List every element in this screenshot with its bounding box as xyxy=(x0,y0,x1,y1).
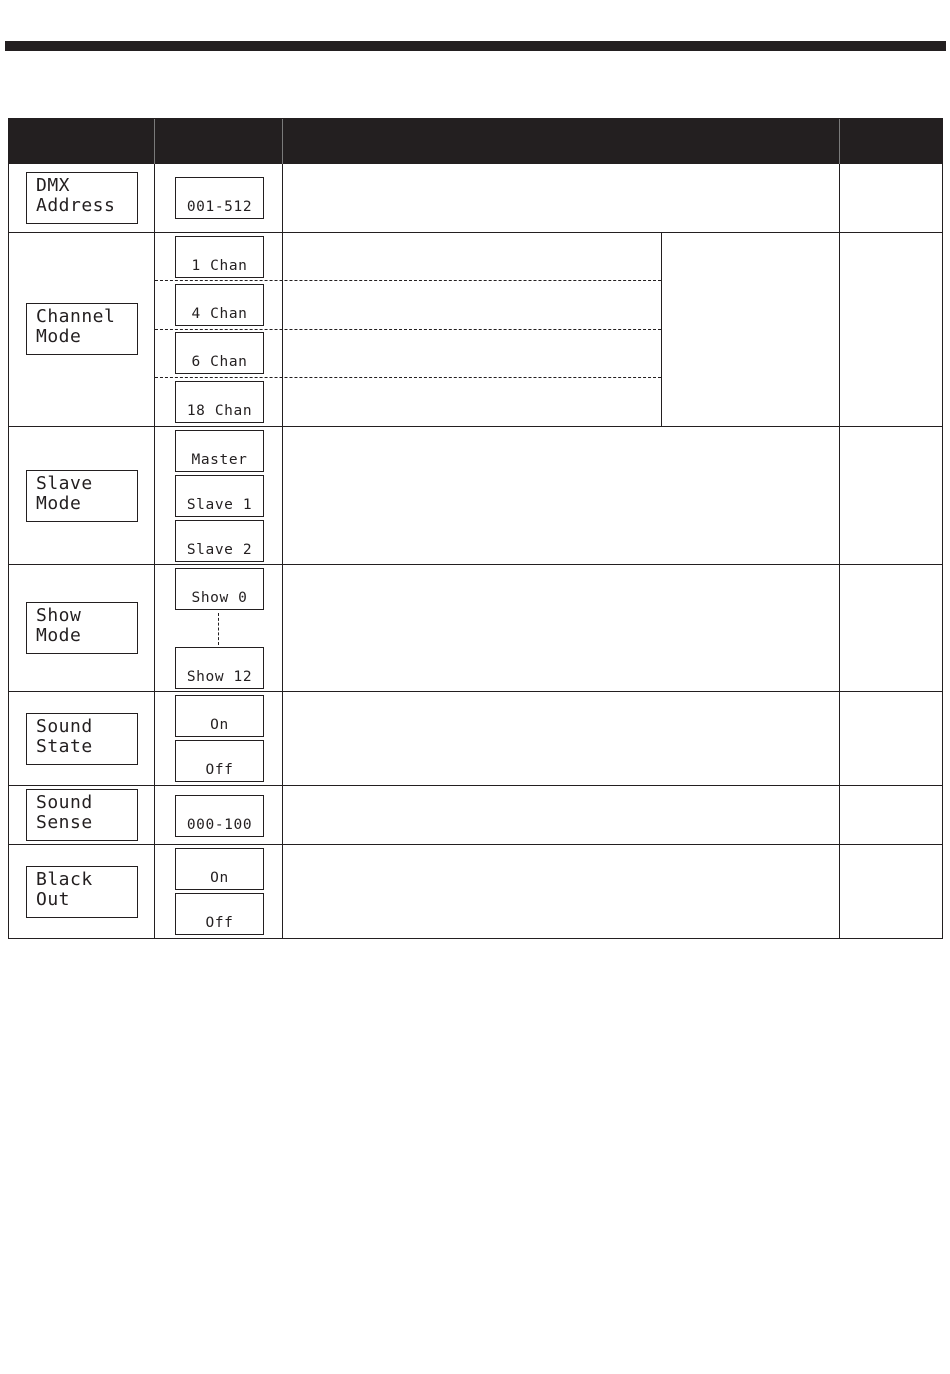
column-divider xyxy=(839,164,840,939)
option-display: 4 Chan xyxy=(175,284,264,326)
menu-display-slave-mode: Slave Mode xyxy=(26,470,138,522)
top-rule xyxy=(5,41,946,51)
table-header xyxy=(8,118,943,164)
menu-display-black-out: Black Out xyxy=(26,866,138,918)
row-divider xyxy=(9,691,942,692)
option-display: 6 Chan xyxy=(175,332,264,374)
header-divider xyxy=(282,119,283,164)
row-divider xyxy=(9,564,942,565)
menu-table xyxy=(8,118,943,939)
option-display: Off xyxy=(175,893,264,935)
option-display: On xyxy=(175,695,264,737)
option-display: Show 12 xyxy=(175,647,264,689)
column-divider xyxy=(661,233,662,427)
row-divider xyxy=(9,844,942,845)
row-divider xyxy=(9,426,942,427)
row-divider xyxy=(9,785,942,786)
dashed-divider xyxy=(155,280,661,281)
option-display: On xyxy=(175,848,264,890)
option-display: Slave 1 xyxy=(175,475,264,517)
range-ellipsis xyxy=(218,613,219,645)
menu-display-sound-sense: Sound Sense xyxy=(26,789,138,841)
dashed-divider xyxy=(155,329,661,330)
option-display: 1 Chan xyxy=(175,236,264,278)
row-divider xyxy=(9,232,942,233)
header-divider xyxy=(154,119,155,164)
dashed-divider xyxy=(155,377,661,378)
header-divider xyxy=(839,119,840,164)
option-display: 001-512 xyxy=(175,177,264,219)
option-display: Off xyxy=(175,740,264,782)
menu-display-channel-mode: Channel Mode xyxy=(26,303,138,355)
option-display: 18 Chan xyxy=(175,381,264,423)
menu-display-show-mode: Show Mode xyxy=(26,602,138,654)
option-display: Slave 2 xyxy=(175,520,264,562)
menu-display-dmx-address: DMX Address xyxy=(26,172,138,224)
option-display: 000-100 xyxy=(175,795,264,837)
menu-display-sound-state: Sound State xyxy=(26,713,138,765)
option-display: Show 0 xyxy=(175,568,264,610)
option-display: Master xyxy=(175,430,264,472)
